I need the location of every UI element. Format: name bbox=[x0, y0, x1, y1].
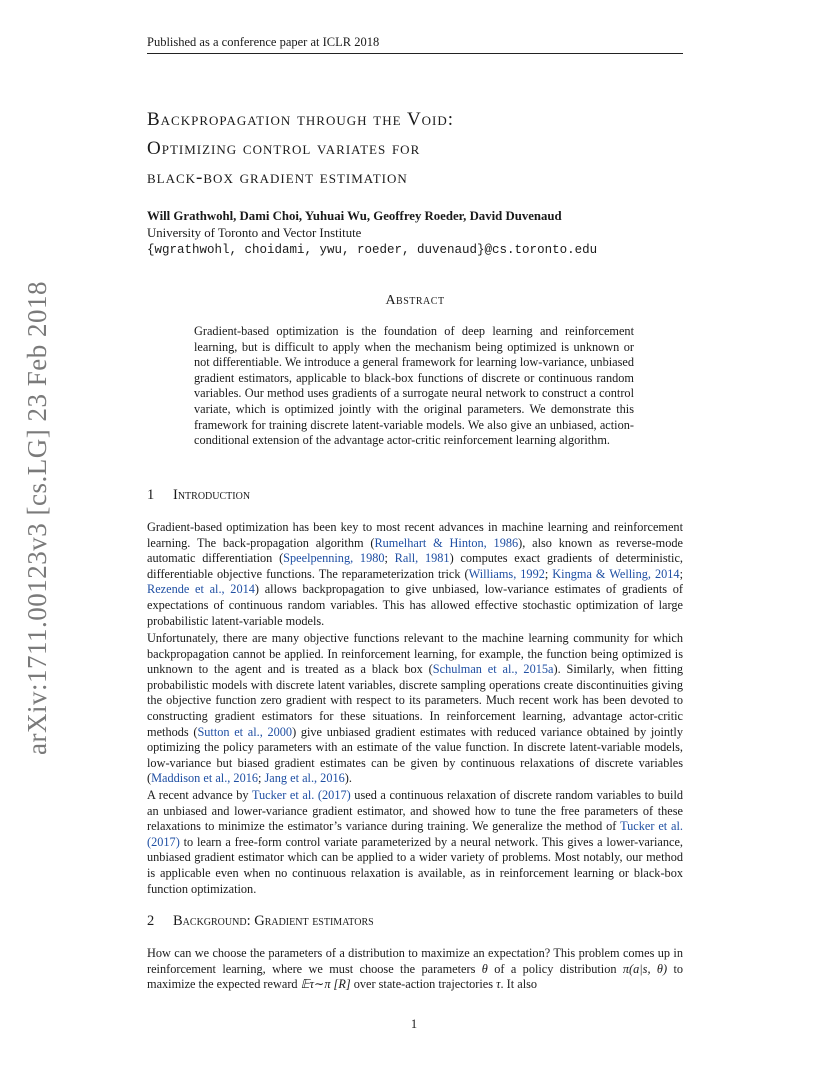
section-2-number: 2 bbox=[147, 913, 155, 929]
citation-link[interactable]: Williams, 1992 bbox=[468, 566, 545, 581]
text-span: of a policy distribution bbox=[487, 961, 623, 976]
text-span: used a continuous relaxation of discrete random variables to build an unbiased and lower-variance gradient estimator, and showed how to tune the free parameters of these relaxations to minimize the estimator’s variance during training. We generalize the method of bbox=[147, 788, 684, 834]
citation-link[interactable]: Maddison et al., 2016 bbox=[151, 771, 259, 786]
text-span: Gradient-based optimization has been key to most recent advances in machine learning and reinforcement learning. The back-propagation algorithm ( bbox=[147, 520, 683, 550]
paper-title bbox=[147, 105, 687, 192]
text-span: ). bbox=[344, 771, 352, 786]
math-policy: π(a|s, θ) bbox=[622, 961, 668, 976]
text-span: . It also bbox=[500, 977, 538, 992]
text-span: over state-action trajectories bbox=[350, 977, 497, 992]
text-span: ) computes exact gradients of deterministic, differentiable objective functions. The reparameterization trick ( bbox=[147, 551, 683, 581]
citation-link[interactable]: Kingma & Welling, 2014 bbox=[552, 566, 680, 581]
math-theta: θ bbox=[481, 961, 488, 976]
text-span: Unfortunately, there are many objective functions relevant to the machine learning community for which backpropagation cannot be applied. In reinforcement learning, for example, the function being optimized is unknown to the agent and is treated as a black box ( bbox=[147, 631, 683, 677]
text-span: ). Similarly, when fitting probabilistic models with discrete latent variables, discrete sampling operations create discontinuities giving the objective function zero gradient with respect to its parameters. Much recent work has been devoted to constructing gradient estimators for these situations. In reinforcement learning, advantage actor-critic methods ( bbox=[147, 662, 683, 739]
header-rule bbox=[147, 53, 683, 54]
arxiv-stamp: arXiv:1711.00123v3 [cs.LG] 23 Feb 2018 bbox=[22, 281, 52, 755]
text-span: ; bbox=[544, 566, 553, 581]
citation-link[interactable]: Rall, 1981 bbox=[394, 551, 450, 566]
text-span: ; bbox=[258, 771, 265, 786]
citation-link[interactable]: Tucker et al. (2017) bbox=[147, 819, 684, 849]
text-span: ; bbox=[679, 566, 683, 581]
text-span: ), also known as reverse-mode automatic differentiation ( bbox=[147, 535, 683, 566]
title-line-1: Backpropagation through the Void: bbox=[147, 109, 455, 130]
section-1-heading bbox=[147, 487, 250, 504]
background-paragraph-1 bbox=[147, 946, 683, 993]
citation-link[interactable]: Speelpenning, 1980 bbox=[283, 551, 385, 566]
math-tau: τ bbox=[496, 977, 501, 992]
text-span: to maximize the expected reward bbox=[147, 961, 684, 992]
title-line-2: Optimizing control variates for bbox=[147, 138, 421, 159]
citation-link[interactable]: Rumelhart & Hinton, 1986 bbox=[374, 535, 519, 550]
citation-link[interactable]: Rezende et al., 2014 bbox=[147, 582, 255, 597]
text-span: How can we choose the parameters of a distribution to maximize an expectation? This problem comes up in reinforcement learning, where we must choose the parameters bbox=[147, 946, 683, 976]
section-2-title: Background: Gradient estimators bbox=[173, 913, 374, 929]
intro-paragraph-1 bbox=[147, 520, 683, 629]
title-line-3: black-box gradient estimation bbox=[147, 167, 408, 188]
author-emails: {wgrathwohl, choidami, ywu, roeder, duvenaud}@cs.toronto.edu bbox=[147, 243, 598, 257]
section-1-title: Introduction bbox=[173, 487, 251, 503]
section-2-heading bbox=[147, 913, 374, 930]
abstract-heading: Abstract bbox=[385, 293, 445, 308]
math-expectation: 𝔼τ∼π [R] bbox=[300, 977, 351, 992]
text-span: ) give unbiased gradient estimates with reduced variance obtained by jointly optimizing the policy parameters with an estimate of the value function. In discrete latent-variable models, low-variance but biased gradient estimates can be given by continuous relaxations of discrete variables ( bbox=[147, 724, 683, 786]
text-span: A recent advance by bbox=[147, 788, 252, 802]
author-affiliation: University of Toronto and Vector Institute bbox=[147, 226, 362, 240]
page-number: 1 bbox=[410, 1017, 418, 1031]
citation-link[interactable]: Jang et al., 2016 bbox=[264, 771, 345, 786]
author-names: Will Grathwohl, Dami Choi, Yuhuai Wu, Geoffrey Roeder, David Duvenaud bbox=[147, 209, 562, 223]
citation-link[interactable]: Sutton et al., 2000 bbox=[197, 724, 293, 739]
citation-link[interactable]: Schulman et al., 2015a bbox=[432, 662, 554, 677]
text-span: ) allows backpropagation to give unbiased, low-variance estimates of gradients of expectations of continuous random variables. This has allowed effective stochastic optimization of large probabilistic latent-variable models. bbox=[147, 582, 683, 628]
text-span: ; bbox=[384, 551, 395, 566]
intro-paragraph-3 bbox=[147, 788, 683, 897]
citation-link[interactable]: Tucker et al. (2017) bbox=[251, 788, 351, 802]
intro-paragraph-2 bbox=[147, 631, 683, 787]
running-header: Published as a conference paper at ICLR 2018 bbox=[147, 35, 380, 49]
section-1-number: 1 bbox=[147, 487, 155, 503]
author-block bbox=[147, 208, 597, 259]
abstract-text: Gradient-based optimization is the foundation of deep learning and reinforcement learning, but is difficult to apply when the mechanism being optimized is unknown or not differentiable. We introduce a general framework for learning low-variance, unbiased gradient estimators, applicable to black-box functions of discrete or continuous random variables. Our method uses gradients of a surrogate neural network to construct a control variate, which is optimized jointly with the original parameters. We demonstrate this framework for training discrete latent-variable models. We also give an unbiased, action-conditional extension of the advantage actor-critic reinforcement learning algorithm. bbox=[194, 324, 634, 448]
text-span: to learn a free-form control variate parameterized by a neural network. This gives a lower-variance, unbiased gradient estimator which can be applied to a wider variety of problems. Most notably, our method is applicable even when no continuous relaxation is available, as in reinforcement learning or black-box function optimization. bbox=[147, 834, 683, 896]
